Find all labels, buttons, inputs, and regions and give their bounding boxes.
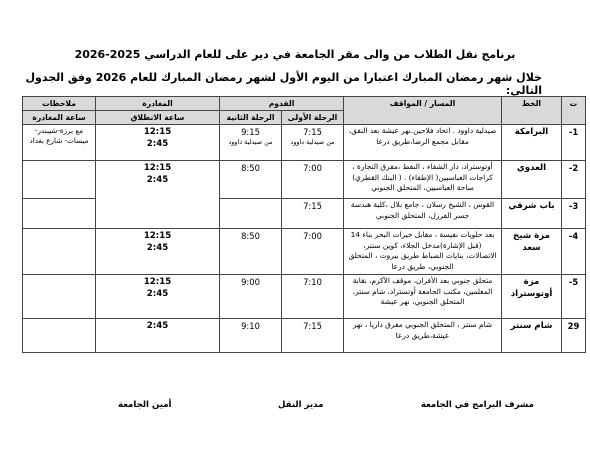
trip1-time: 7:15 <box>303 127 322 137</box>
depart-time-1: 12:15 <box>143 231 172 241</box>
depart-time-1: 12:15 <box>143 163 172 173</box>
row-notes <box>23 319 96 353</box>
row-notes <box>23 199 96 229</box>
row-trip1: 7:10 <box>282 275 344 319</box>
trip2-note: من صيدلية داوود <box>228 138 273 147</box>
header-notes-time: ساعة المغادرة <box>23 111 96 125</box>
signature-university-secretary: أمين الجامعة <box>118 400 172 410</box>
header-num: ت <box>562 97 586 125</box>
table-row <box>23 161 586 199</box>
table-row <box>23 275 586 319</box>
signature-transport-manager: مدير النقل <box>278 400 324 410</box>
schedule-table <box>22 96 586 353</box>
row-num: 29 <box>562 319 586 353</box>
row-line: العدوي <box>502 161 562 199</box>
table-row <box>23 125 586 161</box>
trip2-time: 9:15 <box>241 127 260 137</box>
row-depart <box>96 275 220 319</box>
row-depart <box>96 229 220 275</box>
row-trip1: 7:15 <box>282 199 344 229</box>
table-header-row <box>23 97 586 111</box>
row-route: بعد حلويات نفيسة ، مقابل خيرات البحر بناء 14 (قبل الإشارة)مدخل الجلاء، كوين سنتر، الاتصالات، بنايات الضباط طريق بيروت ، المتحلق الجنوبي، طريق درعا <box>344 229 502 275</box>
header-depart-time: ساعة الانطلاق <box>96 111 220 125</box>
row-depart <box>96 125 220 161</box>
document-subtitle: خلال شهر رمضان المبارك اعتبارا من اليوم الأول لشهر رمضان المبارك للعام 2026 وفق الجدول التالي: <box>25 71 542 97</box>
row-notes: مع برزة-شيبندر-ميسات- شارع بغداد <box>23 125 96 161</box>
row-trip1: 7:00 <box>282 161 344 199</box>
row-notes <box>23 161 96 199</box>
row-trip1: 7:00 <box>282 229 344 275</box>
row-notes <box>23 229 96 275</box>
header-departure: المغادرة <box>96 97 220 111</box>
row-trip2: 8:50 <box>220 161 282 199</box>
row-line: باب شرقي <box>502 199 562 229</box>
row-route: شام سنتر ، المتحلق الجنوبي مفرق داريا ، نهر عيشة،طريق درعا <box>344 319 502 353</box>
row-num: 4- <box>562 229 586 275</box>
header-arrival: القدوم <box>220 97 344 111</box>
header-notes: ملاحظات <box>23 97 96 111</box>
row-line: البرامكة <box>502 125 562 161</box>
row-depart <box>96 319 220 353</box>
row-line: شام سنتر <box>502 319 562 353</box>
row-trip2: 8:50 <box>220 229 282 275</box>
row-trip2: 9:10 <box>220 319 282 353</box>
row-trip2 <box>220 199 282 229</box>
row-trip1 <box>282 125 344 161</box>
depart-time-2: 2:45 <box>146 321 169 331</box>
document-title: برنامج نقل الطلاب من والى مقر الجامعة في دير على للعام الدراسي 2025-2026 <box>74 48 516 61</box>
row-num: 3- <box>562 199 586 229</box>
row-trip2: 9:00 <box>220 275 282 319</box>
depart-time-2: 2:45 <box>146 243 169 254</box>
row-notes <box>23 275 96 319</box>
row-line: مزة شيخ سعد <box>502 229 562 275</box>
signature-programs-supervisor: مشرف البرامج في الجامعة <box>420 400 534 410</box>
header-line: الخط <box>502 97 562 125</box>
row-route: صيدلية داوود . اتحاد فلاحين.نهر عيشة بعد النفق، مقابل مجمع الرضا،طريق درعا <box>344 125 502 161</box>
row-route: متحلق جنوبي بعد الأفران، موقف الأكرم، نقابة المعلمين، مكتب الجامعة أوتستراد، شام سنتر، المتحلق الجنوبي، نهر عيشة <box>344 275 502 319</box>
header-trip1: الرحلة الأولى <box>282 111 344 125</box>
depart-time-1: 12:15 <box>143 277 172 287</box>
row-trip1: 7:15 <box>282 319 344 353</box>
row-num: 2- <box>562 161 586 199</box>
table-row <box>23 319 586 353</box>
depart-time-2: 2:45 <box>146 175 169 186</box>
table-row <box>23 229 586 275</box>
depart-time-1: 12:15 <box>143 127 172 137</box>
row-num: 5- <box>562 275 586 319</box>
row-route: أوتوستراد، دار الشفاء ، النفط ،مفرق التجارة ، كراجات العباسيين( الإطفاء) . ( البنك القطري) ساحة العباسيين، المتحلق الجنوبي <box>344 161 502 199</box>
depart-time-2: 2:45 <box>146 139 169 150</box>
row-line: مزة أوتوستراد <box>502 275 562 319</box>
row-depart <box>96 161 220 229</box>
depart-time-2: 2:45 <box>146 289 169 300</box>
row-route: القوس ، الشيخ رسلان ، جامع بلال ،كلية هندسة جسر الفرزل، المتحلق الجنوبي <box>344 199 502 229</box>
trip1-note: من صيدلية داوود <box>290 138 335 147</box>
row-num: 1- <box>562 125 586 161</box>
header-route: المسار / المواقف <box>344 97 502 125</box>
row-trip2 <box>220 125 282 161</box>
header-trip2: الرحلة الثانية <box>220 111 282 125</box>
